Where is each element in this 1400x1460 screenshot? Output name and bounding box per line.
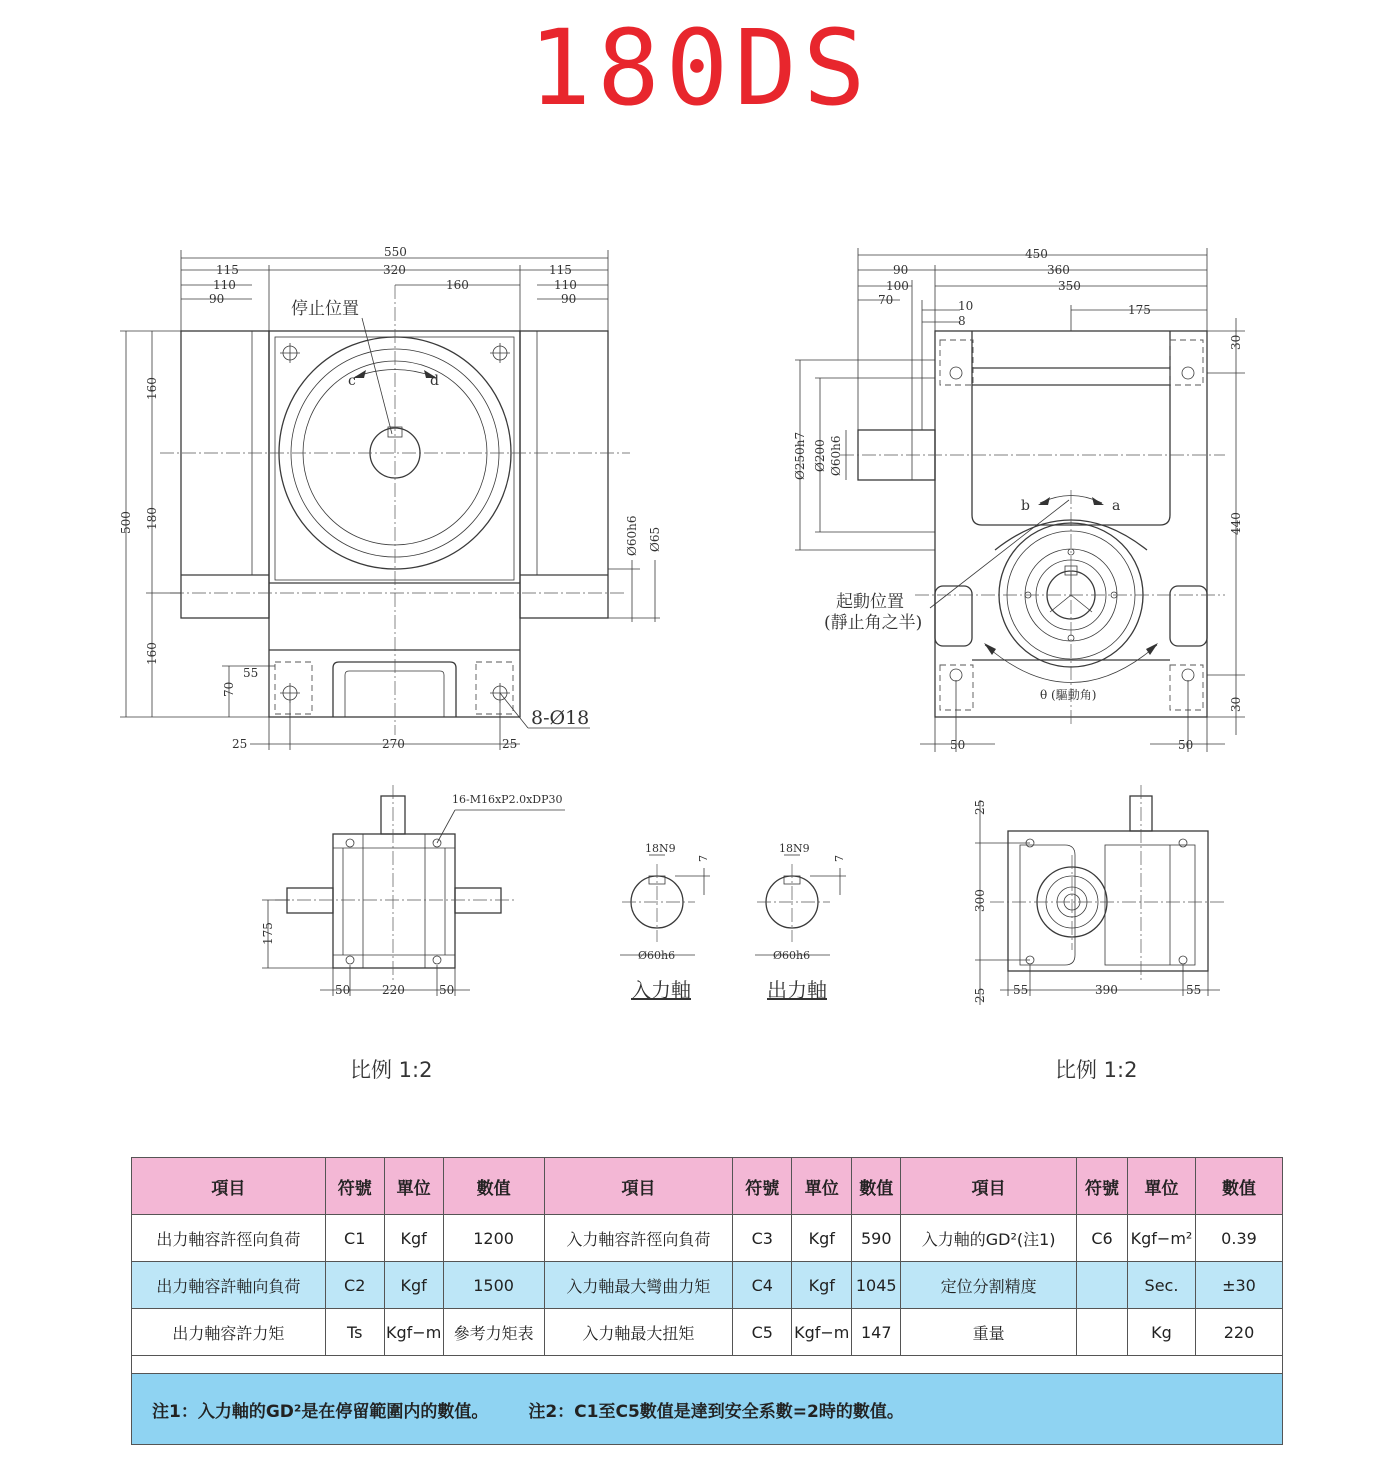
- dim-text: 50: [1178, 738, 1194, 752]
- table-cell: Kgf−m: [384, 1309, 443, 1356]
- table-cell: 出力軸容許力矩: [132, 1309, 326, 1356]
- arrow-label-a: a: [1112, 498, 1121, 514]
- table-header: 單位: [1127, 1158, 1195, 1215]
- table-header: 數值: [852, 1158, 901, 1215]
- dim-text: 270: [382, 737, 405, 751]
- dim-text: 175: [1128, 303, 1151, 317]
- table-header: 數值: [1195, 1158, 1282, 1215]
- dim-text: 50: [335, 983, 351, 997]
- arrow-label-c: c: [348, 373, 356, 389]
- table-header: 單位: [792, 1158, 852, 1215]
- bolt-hole-label: 8-Ø18: [531, 707, 590, 729]
- dim-text: 300: [973, 889, 987, 912]
- table-cell: 出力軸容許軸向負荷: [132, 1262, 326, 1309]
- dim-text: 50: [439, 983, 455, 997]
- dim-text: Ø200: [813, 439, 827, 472]
- table-cell: Kgf: [384, 1215, 443, 1262]
- dim-text: 360: [1047, 263, 1070, 277]
- input-shaft-section: [620, 842, 710, 1002]
- table-cell: C5: [733, 1309, 792, 1356]
- dim-text: 160: [145, 642, 159, 665]
- keyway-label: 18N9: [779, 842, 810, 855]
- front-view: [119, 245, 662, 751]
- table-header: 項目: [901, 1158, 1077, 1215]
- table-row: [132, 1262, 1283, 1309]
- dim-text: 160: [145, 377, 159, 400]
- table-cell: 入力軸最大扭矩: [544, 1309, 733, 1356]
- dim-text: 8: [958, 314, 966, 328]
- table-cell: [1077, 1309, 1128, 1356]
- table-cell: 入力軸容許徑向負荷: [544, 1215, 733, 1262]
- dim-text: Ø60h6: [625, 515, 639, 556]
- table-cell: 147: [852, 1309, 901, 1356]
- diameter-label: Ø60h6: [638, 949, 676, 962]
- table-cell: [1077, 1262, 1128, 1309]
- scale-label-left: 比例 1:2: [350, 1058, 433, 1082]
- dim-text: 70: [878, 293, 894, 307]
- table-cell: Sec.: [1127, 1262, 1195, 1309]
- stop-position-label: 停止位置: [291, 299, 359, 319]
- table-header: 數值: [443, 1158, 544, 1215]
- table-row: [132, 1309, 1283, 1356]
- table-cell: 入力軸的GD²(注1): [901, 1215, 1077, 1262]
- top-view: [973, 785, 1225, 1005]
- table-header: 單位: [384, 1158, 443, 1215]
- table-cell: C1: [325, 1215, 384, 1262]
- dim-text: 55: [1186, 983, 1202, 997]
- table-cell: Kgf−m²: [1127, 1215, 1195, 1262]
- note-1: 注1：入力軸的GD²是在停留範圍内的數值。: [152, 1401, 489, 1422]
- table-cell: C4: [733, 1262, 792, 1309]
- dim-text: 10: [958, 299, 974, 313]
- table-cell: 參考力矩表: [443, 1309, 544, 1356]
- dim-text: 90: [561, 292, 577, 306]
- dim-text: 25: [232, 737, 248, 751]
- dim-text: 550: [384, 245, 407, 259]
- table-header: 項目: [132, 1158, 326, 1215]
- dim-text: 30: [1229, 696, 1243, 712]
- dim-text: 90: [893, 263, 909, 277]
- table-cell: C3: [733, 1215, 792, 1262]
- depth-label: 7: [697, 855, 710, 862]
- note-2: 注2：C1至C5數值是達到安全系數=2時的數值。: [528, 1401, 904, 1422]
- arrow-label-d: d: [430, 373, 439, 389]
- dim-text: 350: [1058, 279, 1081, 293]
- table-header: 符號: [325, 1158, 384, 1215]
- dim-text: 50: [950, 738, 966, 752]
- side-view: [793, 247, 1245, 752]
- dim-text: 110: [554, 278, 577, 292]
- spec-table: [131, 1157, 1283, 1445]
- dim-text: 55: [243, 666, 259, 680]
- table-cell: Kgf: [792, 1262, 852, 1309]
- table-cell: C6: [1077, 1215, 1128, 1262]
- output-shaft-section: [755, 842, 846, 1002]
- dim-text: 110: [213, 278, 236, 292]
- table-cell: C2: [325, 1262, 384, 1309]
- start-position-label: 起動位置: [836, 592, 904, 612]
- table-cell: 重量: [901, 1309, 1077, 1356]
- table-cell: 1500: [443, 1262, 544, 1309]
- input-shaft-label: 入力軸: [631, 978, 691, 1002]
- dim-text: 115: [549, 263, 572, 277]
- dim-text: Ø60h6: [829, 435, 843, 476]
- dim-text: 25: [973, 799, 987, 815]
- dim-text: Ø65: [648, 526, 662, 552]
- table-cell: 590: [852, 1215, 901, 1262]
- dim-text: 450: [1025, 247, 1048, 261]
- table-cell: Kgf−m: [792, 1309, 852, 1356]
- table-header: 項目: [544, 1158, 733, 1215]
- table-cell: 入力軸最大彎曲力矩: [544, 1262, 733, 1309]
- table-cell: 出力軸容許徑向負荷: [132, 1215, 326, 1262]
- table-spacer: [132, 1356, 1283, 1374]
- dim-text: 175: [261, 922, 275, 945]
- dim-text: 70: [222, 681, 236, 697]
- depth-label: 7: [833, 855, 846, 862]
- diameter-label: Ø60h6: [773, 949, 811, 962]
- table-cell: Ts: [325, 1309, 384, 1356]
- table-row: [132, 1215, 1283, 1262]
- drive-angle-label: θ (驅動角): [1040, 688, 1097, 702]
- thread-label: 16-M16xP2.0xDP30: [452, 793, 563, 806]
- dim-text: 115: [216, 263, 239, 277]
- table-cell: 220: [1195, 1309, 1282, 1356]
- table-notes-row: [132, 1374, 1283, 1445]
- table-header: 符號: [733, 1158, 792, 1215]
- table-header: 符號: [1077, 1158, 1128, 1215]
- dim-text: 390: [1095, 983, 1118, 997]
- table-cell: 定位分割精度: [901, 1262, 1077, 1309]
- start-position-note: (靜止角之半): [824, 613, 923, 633]
- bottom-view: [261, 785, 565, 997]
- dim-text: 100: [886, 279, 909, 293]
- keyway-label: 18N9: [645, 842, 676, 855]
- dim-text: Ø250h7: [793, 431, 807, 480]
- dim-text: 90: [209, 292, 225, 306]
- table-cell: 1045: [852, 1262, 901, 1309]
- dim-text: 220: [382, 983, 405, 997]
- dim-text: 180: [145, 507, 159, 530]
- scale-label-right: 比例 1:2: [1055, 1058, 1138, 1082]
- dim-text: 30: [1229, 334, 1243, 350]
- table-spacer-row: [132, 1356, 1283, 1374]
- dim-text: 25: [502, 737, 518, 751]
- table-header-row: [132, 1158, 1283, 1215]
- table-notes: [132, 1374, 1283, 1445]
- dim-text: 25: [973, 987, 987, 1003]
- page-title: 180DS: [528, 7, 872, 129]
- table-cell: ±30: [1195, 1262, 1282, 1309]
- dim-text: 500: [119, 511, 133, 534]
- output-shaft-label: 出力軸: [767, 978, 827, 1002]
- dim-text: 55: [1013, 983, 1029, 997]
- dim-text: 160: [446, 278, 469, 292]
- dim-text: 440: [1229, 512, 1243, 535]
- table-cell: 1200: [443, 1215, 544, 1262]
- table-cell: Kgf: [384, 1262, 443, 1309]
- table-cell: 0.39: [1195, 1215, 1282, 1262]
- table-cell: Kgf: [792, 1215, 852, 1262]
- dim-text: 320: [383, 263, 406, 277]
- table-cell: Kg: [1127, 1309, 1195, 1356]
- arrow-label-b: b: [1021, 498, 1030, 514]
